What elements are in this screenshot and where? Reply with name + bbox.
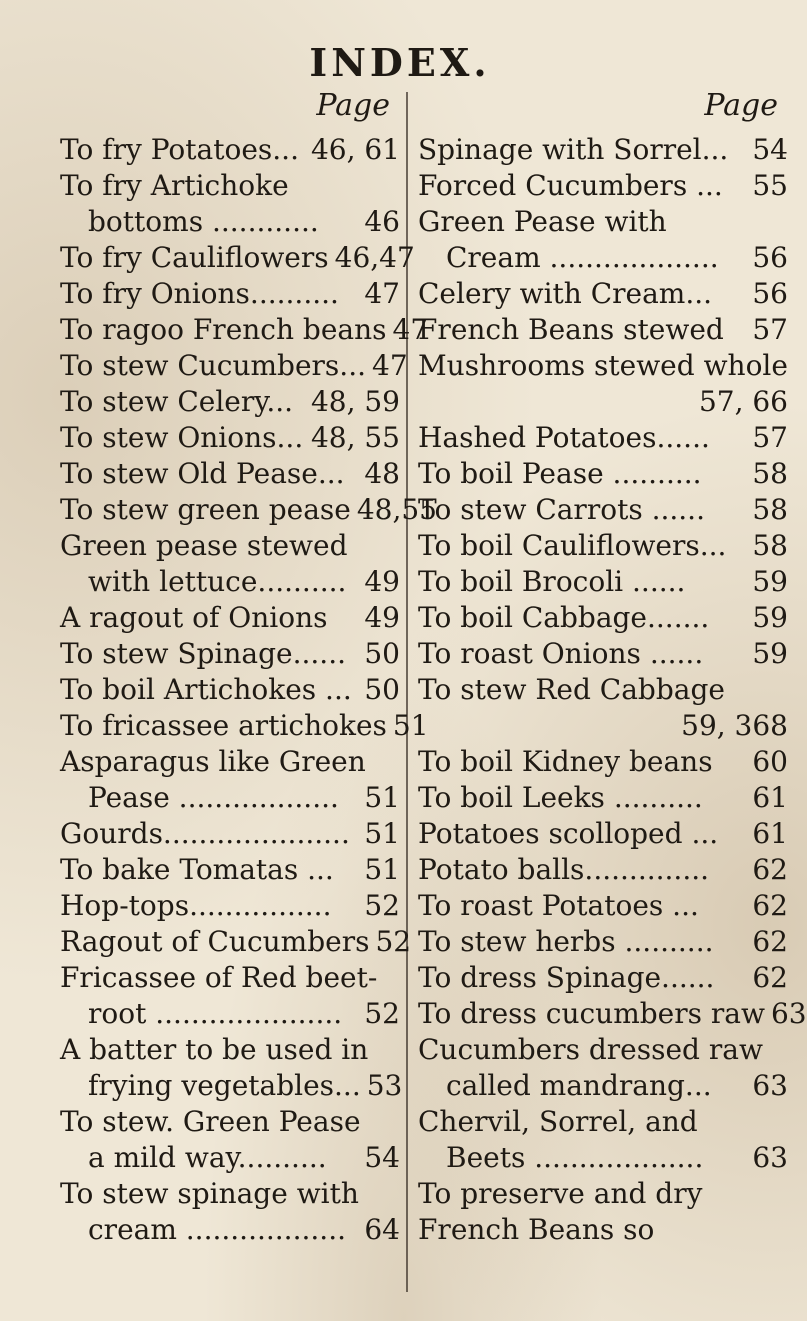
entry-page: 62 <box>752 961 788 994</box>
entry-page: 47 <box>372 349 408 382</box>
entry-text: To stew Cucumbers... <box>60 349 366 382</box>
entry-text: Chervil, Sorrel, and <box>418 1105 698 1138</box>
entry-page: 59 <box>752 601 788 634</box>
entry-page: 63 <box>770 997 807 1030</box>
entry-text: To stew Red Cabbage <box>418 673 725 706</box>
index-entry <box>418 1032 788 1068</box>
entry-page: 62 <box>752 853 788 886</box>
index-entry <box>60 348 408 384</box>
index-entry <box>418 960 788 996</box>
entry-text: bottoms ............ <box>88 205 319 238</box>
entry-text: Green pease stewed <box>60 529 348 562</box>
index-entry <box>418 636 788 672</box>
entry-page: 48, 59 <box>310 385 400 418</box>
entry-text: To stew. Green Pease <box>60 1105 361 1138</box>
entry-text: To boil Cabbage....... <box>418 601 710 634</box>
entry-text: To stew Onions... <box>60 421 304 454</box>
entry-text: To ragoo French beans <box>60 313 387 346</box>
entry-page: 62 <box>752 925 788 958</box>
entry-text: To roast Potatoes ... <box>418 889 699 922</box>
index-entry <box>418 1176 788 1212</box>
index-entry <box>60 420 400 456</box>
entry-page <box>788 348 794 384</box>
index-entry <box>418 492 788 528</box>
entry-page: 54 <box>752 133 788 166</box>
entry-text: Potato balls.............. <box>418 853 710 886</box>
entry-page: 57 <box>752 313 788 346</box>
entry-page <box>394 744 400 780</box>
entry-text: Hop-tops................ <box>60 889 332 922</box>
index-entry <box>418 1212 788 1248</box>
index-entry <box>418 1068 788 1104</box>
entry-text: Hashed Potatoes...... <box>418 421 710 454</box>
index-entry <box>60 1176 400 1212</box>
index-entry <box>60 564 400 600</box>
entry-text: a mild way.......... <box>88 1141 327 1174</box>
entry-text: with lettuce.......... <box>88 565 347 598</box>
entry-text: A ragout of Onions <box>60 601 328 634</box>
entry-page: 64 <box>364 1213 400 1246</box>
index-entry <box>60 1140 400 1176</box>
index-entry <box>60 888 400 924</box>
index-entry <box>418 744 788 780</box>
entry-page: 46 <box>364 205 400 238</box>
entry-page <box>782 672 788 708</box>
entry-page: 51 <box>364 817 400 850</box>
index-entry <box>60 780 400 816</box>
index-entry <box>60 960 400 996</box>
entry-page: 58 <box>752 529 788 562</box>
entry-page: 52 <box>364 889 400 922</box>
entry-text: root ..................... <box>88 997 343 1030</box>
index-entry <box>418 600 788 636</box>
entry-page: 63 <box>752 1069 788 1102</box>
entry-page: 51 <box>364 781 400 814</box>
index-entry <box>60 636 400 672</box>
index-entry <box>418 924 788 960</box>
entry-text: To fry Cauliflowers <box>60 241 329 274</box>
entry-page: 54 <box>364 1141 400 1174</box>
index-entry <box>418 996 807 1032</box>
entry-page: 52 <box>375 925 412 958</box>
entry-text: To dress cucumbers raw <box>418 997 765 1030</box>
index-entry <box>418 888 788 924</box>
index-entry <box>418 132 788 168</box>
entry-page <box>782 1176 788 1212</box>
entry-text: Potatoes scolloped ... <box>418 817 719 850</box>
entry-text: To fry Onions.......... <box>60 277 339 310</box>
entry-text: cream .................. <box>88 1213 346 1246</box>
entry-text: Beets ................... <box>446 1141 704 1174</box>
index-entry <box>418 384 788 420</box>
entry-page: 49 <box>364 565 400 598</box>
entry-page: 60 <box>752 745 788 778</box>
index-entry <box>418 312 788 348</box>
entry-page: 57, 66 <box>698 385 788 418</box>
entry-text: To stew Carrots ...... <box>418 493 705 526</box>
entry-text: Mushrooms stewed whole <box>418 349 788 382</box>
index-entry <box>418 528 788 564</box>
index-entry <box>418 672 788 708</box>
entry-text: French Beans stewed <box>418 313 724 346</box>
index-entry <box>60 240 415 276</box>
entry-text: To boil Leeks .......... <box>418 781 703 814</box>
index-entry <box>60 600 400 636</box>
entry-page <box>394 1032 400 1068</box>
entry-page <box>394 960 400 996</box>
entry-page: 51 <box>392 709 429 742</box>
right-page-label: Page <box>704 88 778 123</box>
index-entry <box>60 708 429 744</box>
entry-text: Cucumbers dressed raw <box>418 1033 763 1066</box>
entry-text: To stew Celery... <box>60 385 294 418</box>
entry-text: To boil Cauliflowers... <box>418 529 727 562</box>
entry-text: Asparagus like Green <box>60 745 366 778</box>
entry-page: 48, 55 <box>310 421 400 454</box>
entry-page: 56 <box>752 277 788 310</box>
entry-page: 51 <box>364 853 400 886</box>
entry-page: 46,47 <box>334 241 415 274</box>
entry-text: To dress Spinage...... <box>418 961 715 994</box>
entry-text: Cream ................... <box>446 241 719 274</box>
index-entry <box>60 492 437 528</box>
index-entry <box>60 924 412 960</box>
entry-text: To fry Artichoke <box>60 169 289 202</box>
entry-page <box>782 1032 788 1068</box>
entry-page: 48 <box>364 457 400 490</box>
entry-text: To roast Onions ...... <box>418 637 704 670</box>
entry-text: A batter to be used in <box>60 1033 369 1066</box>
index-entry <box>418 348 788 384</box>
entry-page: 50 <box>364 673 400 706</box>
entry-page: 59 <box>752 637 788 670</box>
entry-text: To boil Kidney beans <box>418 745 713 778</box>
entry-text: To preserve and dry <box>418 1177 703 1210</box>
index-entry <box>418 564 788 600</box>
entry-text: Fricassee of Red beet- <box>60 961 378 994</box>
entry-page: 47 <box>392 313 429 346</box>
index-heading: INDEX. <box>309 40 491 85</box>
entry-page: 62 <box>752 889 788 922</box>
index-entry <box>60 528 400 564</box>
entry-page: 63 <box>752 1141 788 1174</box>
entry-page <box>782 204 788 240</box>
entry-text: Pease .................. <box>88 781 339 814</box>
entry-text: Gourds..................... <box>60 817 350 850</box>
right-entries <box>418 132 807 1248</box>
entry-page <box>394 1104 400 1140</box>
entry-text: French Beans so <box>418 1213 655 1246</box>
index-entry <box>60 1068 403 1104</box>
index-entry <box>60 312 429 348</box>
entry-text: To bake Tomatas ... <box>60 853 334 886</box>
entry-text: Ragout of Cucumbers <box>60 925 370 958</box>
index-entry <box>60 672 400 708</box>
index-entry <box>60 132 400 168</box>
entry-page: 53 <box>366 1069 403 1102</box>
entry-page: 58 <box>752 457 788 490</box>
entry-page: 61 <box>752 781 788 814</box>
entry-text: To stew Spinage...... <box>60 637 347 670</box>
index-entry <box>60 456 400 492</box>
entry-text: To stew herbs .......... <box>418 925 714 958</box>
entry-page: 52 <box>364 997 400 1030</box>
index-entry <box>60 852 400 888</box>
entry-page <box>782 1104 788 1140</box>
index-entry <box>418 816 788 852</box>
index-entry <box>418 168 788 204</box>
entry-page <box>394 168 400 204</box>
entry-page: 48,55 <box>356 493 437 526</box>
entry-page: 46, 61 <box>310 133 400 166</box>
entry-page: 58 <box>752 493 788 526</box>
left-page-label: Page <box>316 88 390 123</box>
entry-text: called mandrang... <box>446 1069 712 1102</box>
index-entry <box>60 996 400 1032</box>
entry-page: 56 <box>752 241 788 274</box>
entry-page: 61 <box>752 817 788 850</box>
entry-page: 57 <box>752 421 788 454</box>
index-entry <box>60 168 400 204</box>
entry-page: 49 <box>364 601 400 634</box>
left-entries <box>60 132 437 1248</box>
entry-text: To fricassee artichokes <box>60 709 387 742</box>
index-entry <box>60 744 400 780</box>
entry-text: To stew green pease <box>60 493 351 526</box>
index-entry <box>418 420 788 456</box>
index-entry <box>418 780 788 816</box>
entry-text: To boil Artichokes ... <box>60 673 352 706</box>
index-entry <box>418 456 788 492</box>
entry-text: Spinage with Sorrel... <box>418 133 729 166</box>
entry-text: To stew spinage with <box>60 1177 359 1210</box>
entry-page: 50 <box>364 637 400 670</box>
entry-page: 55 <box>752 169 788 202</box>
entry-text: frying vegetables... <box>88 1069 361 1102</box>
index-entry <box>418 1104 788 1140</box>
entry-text: Forced Cucumbers ... <box>418 169 723 202</box>
index-entry <box>418 1140 788 1176</box>
entry-page <box>782 1212 788 1248</box>
index-entry <box>418 852 788 888</box>
entry-text: To boil Pease .......... <box>418 457 702 490</box>
entry-text: To fry Potatoes... <box>60 133 299 166</box>
index-entry <box>418 240 788 276</box>
entry-page: 59 <box>752 565 788 598</box>
index-entry <box>60 1212 400 1248</box>
entry-text: Green Pease with <box>418 205 667 238</box>
entry-page: 47 <box>364 277 400 310</box>
index-entry <box>60 204 400 240</box>
index-entry <box>60 384 400 420</box>
entry-text: To boil Brocoli ...... <box>418 565 686 598</box>
entry-page <box>394 1176 400 1212</box>
entry-text: Celery with Cream... <box>418 277 713 310</box>
index-entry <box>60 1104 400 1140</box>
index-entry <box>60 276 400 312</box>
entry-text: To stew Old Pease... <box>60 457 345 490</box>
index-entry <box>418 276 788 312</box>
entry-page <box>394 528 400 564</box>
index-entry <box>60 816 400 852</box>
right-column <box>418 88 807 1248</box>
left-column <box>60 88 437 1248</box>
index-entry <box>418 708 788 744</box>
index-entry <box>418 204 788 240</box>
entry-page: 59, 368 <box>681 709 788 742</box>
index-entry <box>60 1032 400 1068</box>
